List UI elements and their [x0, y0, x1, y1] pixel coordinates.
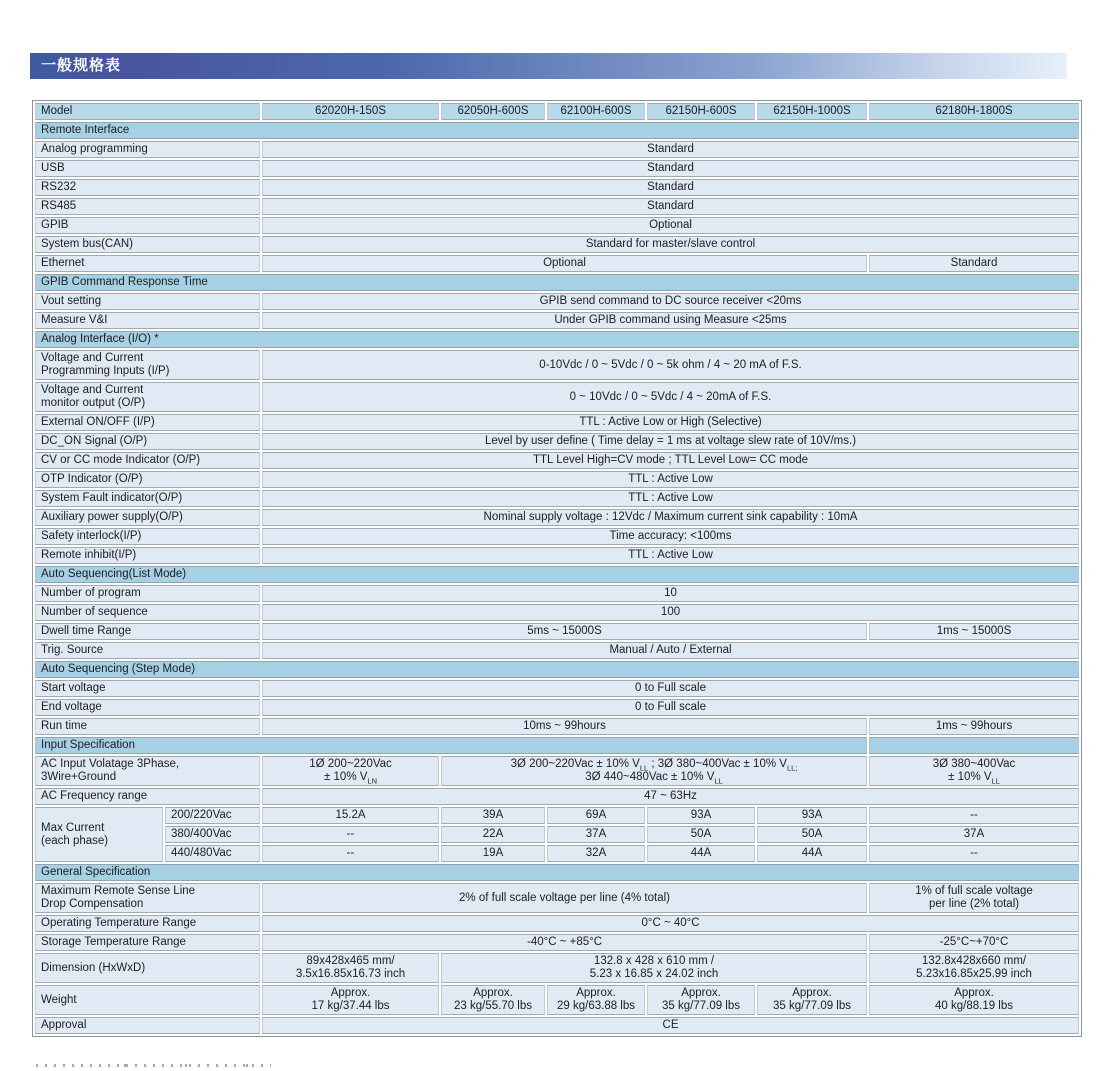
value-cell: Approx. 29 kg/63.88 lbs [547, 985, 645, 1015]
label-cell: Voltage and Current Programming Inputs (I/P) [35, 350, 260, 380]
section-cell: Remote Interface [35, 122, 1079, 139]
value-cell: -- [869, 845, 1079, 862]
label-cell: OTP Indicator (O/P) [35, 471, 260, 488]
label-cell: Number of sequence [35, 604, 260, 621]
label-cell: RS485 [35, 198, 260, 215]
table-row [35, 452, 1079, 469]
value-cell: 15.2A [262, 807, 439, 824]
value-cell: TTL : Active Low [262, 471, 1079, 488]
label-cell: Remote inhibit(I/P) [35, 547, 260, 564]
label-cell: System Fault indicator(O/P) [35, 490, 260, 507]
table-row [35, 718, 1079, 735]
table-row [35, 547, 1079, 564]
table-row [35, 141, 1079, 158]
section-row [35, 331, 1079, 348]
table-row [35, 198, 1079, 215]
section-row [35, 566, 1079, 583]
value-cell: Approx. 35 kg/77.09 lbs [757, 985, 867, 1015]
value-cell: Time accuracy: <100ms [262, 528, 1079, 545]
label-cell: Vout setting [35, 293, 260, 310]
label-cell: Ethernet [35, 255, 260, 272]
label-cell: AC Frequency range [35, 788, 260, 805]
sub-cell: 440/480Vac [165, 845, 260, 862]
table-row [35, 509, 1079, 526]
label-cell: GPIB [35, 217, 260, 234]
table-row [35, 699, 1079, 716]
model-cell: 62150H-600S [647, 103, 755, 120]
table-row [35, 414, 1079, 431]
table-row [35, 236, 1079, 253]
table-row [35, 433, 1079, 450]
value-cell: 50A [757, 826, 867, 843]
sub-cell: 380/400Vac [165, 826, 260, 843]
table-row [35, 604, 1079, 621]
section-cell: Auto Sequencing (Step Mode) [35, 661, 1079, 678]
value-cell: 89x428x465 mm/ 3.5x16.85x16.73 inch [262, 953, 439, 983]
clipped-footnote-fragment [36, 1064, 271, 1071]
value-cell: 0 to Full scale [262, 680, 1079, 697]
section-row [35, 864, 1079, 881]
label-cell: Analog programming [35, 141, 260, 158]
label-cell: Maximum Remote Sense Line Drop Compensation [35, 883, 260, 913]
table-row [35, 680, 1079, 697]
table-row [35, 382, 1079, 412]
model-cell: 62150H-1000S [757, 103, 867, 120]
value-cell: 1% of full scale voltage per line (2% total) [869, 883, 1079, 913]
label-cell: Model [35, 103, 260, 120]
value-cell: 2% of full scale voltage per line (4% total) [262, 883, 867, 913]
value-cell: CE [262, 1017, 1079, 1034]
value-cell: Standard [869, 255, 1079, 272]
section-cell: Input Specification [35, 737, 867, 754]
label-cell: DC_ON Signal (O/P) [35, 433, 260, 450]
spec-table-body [35, 103, 1079, 1034]
value-cell: 47 ~ 63Hz [262, 788, 1079, 805]
value-cell: 1Ø 200~220Vac ± 10% $V_{LN}$ [262, 756, 439, 786]
section-cell: GPIB Command Response Time [35, 274, 1079, 291]
sub-cell: 200/220Vac [165, 807, 260, 824]
label-cell: Dwell time Range [35, 623, 260, 640]
value-cell: 19A [441, 845, 545, 862]
value-cell: 1ms ~ 99hours [869, 718, 1079, 735]
label-cell: USB [35, 160, 260, 177]
value-cell: -- [262, 845, 439, 862]
value-cell: 10 [262, 585, 1079, 602]
value-cell: 37A [547, 826, 645, 843]
table-row [35, 350, 1079, 380]
value-cell: TTL Level High=CV mode ; TTL Level Low= CC mode [262, 452, 1079, 469]
value-cell: 3Ø 380~400Vac ± 10% $V_{LL}$ [869, 756, 1079, 786]
value-cell: Approx. 23 kg/55.70 lbs [441, 985, 545, 1015]
value-cell: -40°C ~ +85°C [262, 934, 867, 951]
section-row [35, 737, 1079, 754]
value-cell: 132.8x428x660 mm/ 5.23x16.85x25.99 inch [869, 953, 1079, 983]
spec-table [32, 100, 1082, 1037]
table-row [35, 312, 1079, 329]
label-cell: External ON/OFF (I/P) [35, 414, 260, 431]
value-cell: 69A [547, 807, 645, 824]
label-cell: Voltage and Current monitor output (O/P) [35, 382, 260, 412]
label-cell: RS232 [35, 179, 260, 196]
section-cell [869, 737, 1079, 754]
table-row [35, 1017, 1079, 1034]
section-cell: Auto Sequencing(List Mode) [35, 566, 1079, 583]
table-row [35, 826, 1079, 843]
value-cell: 32A [547, 845, 645, 862]
table-row [35, 160, 1079, 177]
table-row [35, 528, 1079, 545]
value-cell: Standard [262, 141, 1079, 158]
label-cell: Trig. Source [35, 642, 260, 659]
value-cell: Optional [262, 217, 1079, 234]
value-cell: 39A [441, 807, 545, 824]
table-row [35, 915, 1079, 932]
label-cell: Start voltage [35, 680, 260, 697]
value-cell: TTL : Active Low [262, 547, 1079, 564]
value-cell: 37A [869, 826, 1079, 843]
table-row [35, 642, 1079, 659]
value-cell: 5ms ~ 15000S [262, 623, 867, 640]
value-cell: -- [262, 826, 439, 843]
table-row [35, 934, 1079, 951]
label-cell: Max Current (each phase) [35, 807, 163, 862]
label-cell: Auxiliary power supply(O/P) [35, 509, 260, 526]
table-row [35, 623, 1079, 640]
value-cell: -25°C~+70°C [869, 934, 1079, 951]
value-cell: 0°C ~ 40°C [262, 915, 1079, 932]
label-cell: Approval [35, 1017, 260, 1034]
value-cell: 3Ø 200~220Vac ± 10% $V_{LL}$ ; 3Ø 380~400Vac ± 10% $V_{LL;}$ 3Ø 440~480Vac ± 10% $V_{LL}$ [441, 756, 867, 786]
table-row [35, 756, 1079, 786]
label-cell: Dimension (HxWxD) [35, 953, 260, 983]
model-cell: 62180H-1800S [869, 103, 1079, 120]
section-row [35, 661, 1079, 678]
section-cell: General Specification [35, 864, 1079, 881]
label-cell: Run time [35, 718, 260, 735]
model-cell: 62100H-600S [547, 103, 645, 120]
value-cell: Approx. 40 kg/88.19 lbs [869, 985, 1079, 1015]
value-cell: 0 ~ 10Vdc / 0 ~ 5Vdc / 4 ~ 20mA of F.S. [262, 382, 1079, 412]
value-cell: 1ms ~ 15000S [869, 623, 1079, 640]
value-cell: TTL : Active Low or High (Selective) [262, 414, 1079, 431]
label-cell: End voltage [35, 699, 260, 716]
label-cell: Safety interlock(I/P) [35, 528, 260, 545]
value-cell: 50A [647, 826, 755, 843]
value-cell: Standard [262, 179, 1079, 196]
value-cell: 0 to Full scale [262, 699, 1079, 716]
value-cell: Approx. 35 kg/77.09 lbs [647, 985, 755, 1015]
value-cell: 100 [262, 604, 1079, 621]
value-cell: 93A [647, 807, 755, 824]
table-row [35, 293, 1079, 310]
value-cell: Approx. 17 kg/37.44 lbs [262, 985, 439, 1015]
label-cell: Storage Temperature Range [35, 934, 260, 951]
section-row [35, 274, 1079, 291]
table-row [35, 953, 1079, 983]
label-cell: Weight [35, 985, 260, 1015]
table-row [35, 217, 1079, 234]
table-row [35, 255, 1079, 272]
value-cell: Nominal supply voltage : 12Vdc / Maximum current sink capability : 10mA [262, 509, 1079, 526]
label-cell: CV or CC mode Indicator (O/P) [35, 452, 260, 469]
value-cell: Standard [262, 198, 1079, 215]
value-cell: 132.8 x 428 x 610 mm / 5.23 x 16.85 x 24.02 inch [441, 953, 867, 983]
table-row [35, 490, 1079, 507]
value-cell: Under GPIB command using Measure <25ms [262, 312, 1079, 329]
table-row [35, 179, 1079, 196]
model-cell: 62050H-600S [441, 103, 545, 120]
value-cell: 44A [647, 845, 755, 862]
value-cell: 22A [441, 826, 545, 843]
table-row [35, 807, 1079, 824]
page-title: 一般规格表 [30, 53, 1067, 79]
model-header-row [35, 103, 1079, 120]
section-row [35, 122, 1079, 139]
table-row [35, 985, 1079, 1015]
value-cell: 93A [757, 807, 867, 824]
label-cell: Operating Temperature Range [35, 915, 260, 932]
value-cell: 0-10Vdc / 0 ~ 5Vdc / 0 ~ 5k ohm / 4 ~ 20 mA of F.S. [262, 350, 1079, 380]
value-cell: Standard [262, 160, 1079, 177]
value-cell: Level by user define ( Time delay = 1 ms at voltage slew rate of 10V/ms.) [262, 433, 1079, 450]
value-cell: GPIB send command to DC source receiver <20ms [262, 293, 1079, 310]
value-cell: Standard for master/slave control [262, 236, 1079, 253]
table-row [35, 845, 1079, 862]
label-cell: System bus(CAN) [35, 236, 260, 253]
table-row [35, 883, 1079, 913]
model-cell: 62020H-150S [262, 103, 439, 120]
table-row [35, 788, 1079, 805]
label-cell: AC Input Volatage 3Phase, 3Wire+Ground [35, 756, 260, 786]
value-cell: Optional [262, 255, 867, 272]
value-cell: 10ms ~ 99hours [262, 718, 867, 735]
value-cell: 44A [757, 845, 867, 862]
value-cell: TTL : Active Low [262, 490, 1079, 507]
value-cell: -- [869, 807, 1079, 824]
label-cell: Number of program [35, 585, 260, 602]
section-cell: Analog Interface (I/O) * [35, 331, 1079, 348]
value-cell: Manual / Auto / External [262, 642, 1079, 659]
table-row [35, 471, 1079, 488]
label-cell: Measure V&I [35, 312, 260, 329]
table-row [35, 585, 1079, 602]
